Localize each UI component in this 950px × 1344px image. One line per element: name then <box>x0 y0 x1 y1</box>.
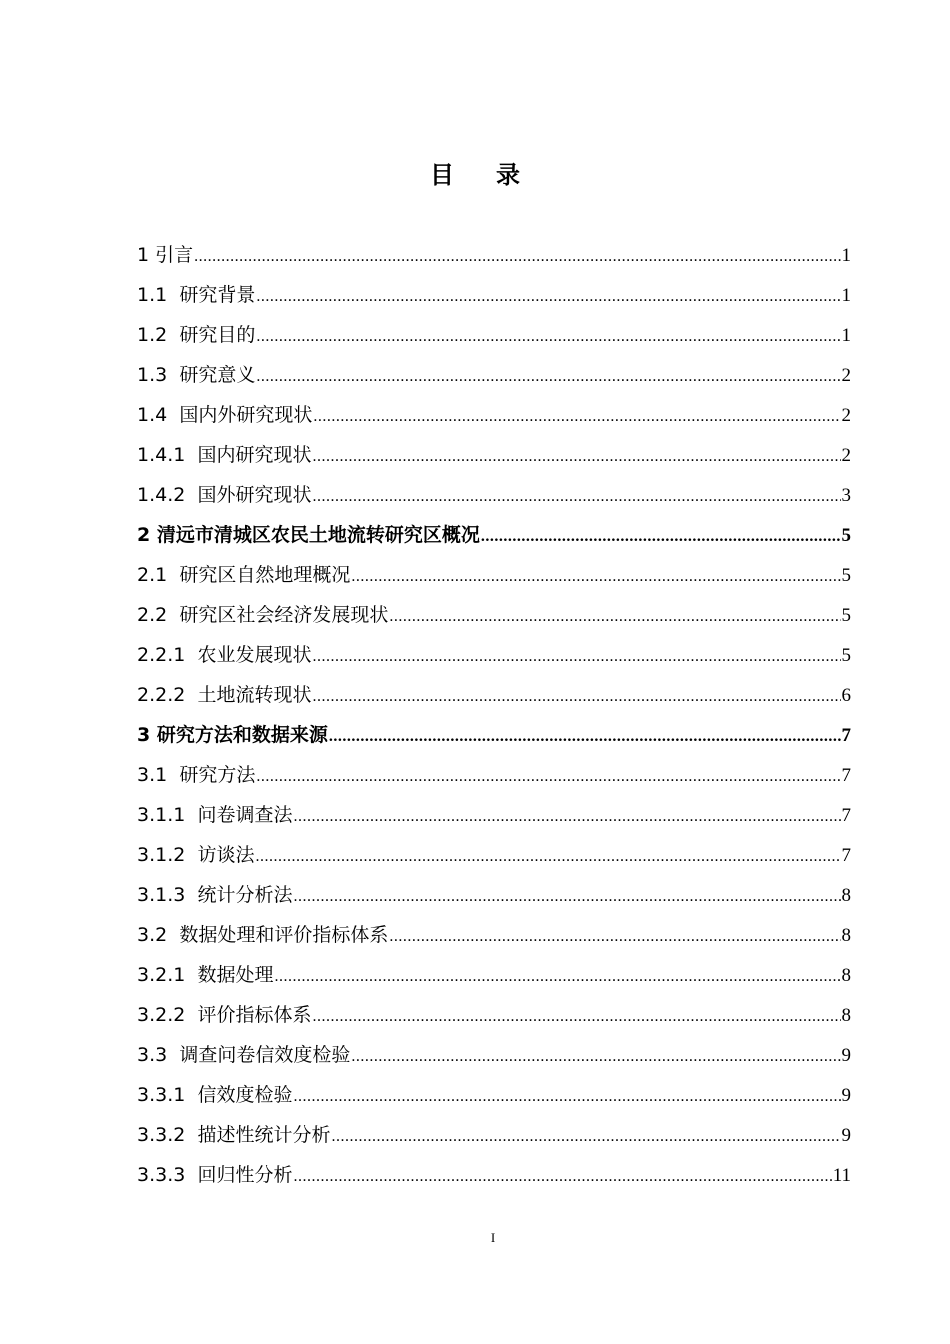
toc-leader-dots <box>351 1037 840 1077</box>
toc-entry-page: 11 <box>832 1165 851 1186</box>
toc-entry[interactable] <box>137 955 851 995</box>
toc-entry-separator <box>185 444 197 466</box>
toc-entry[interactable] <box>137 1075 851 1115</box>
toc-entry[interactable] <box>137 515 851 555</box>
toc-entry-text: 国内研究现状 <box>197 444 312 466</box>
toc-entry-text: 引言 <box>155 244 194 266</box>
toc-entry-number: 2.2.2 <box>137 684 186 706</box>
toc-entry[interactable] <box>137 835 851 875</box>
toc-entry-text: 国内外研究现状 <box>179 404 313 426</box>
toc-entry-number: 1.1 <box>137 284 168 306</box>
toc-entry-label <box>137 875 292 915</box>
toc-entry-text: 评价指标体系 <box>197 1004 312 1026</box>
toc-entry-text: 研究区自然地理概况 <box>179 564 351 586</box>
toc-entry-separator <box>185 844 197 866</box>
toc-entry-separator <box>167 764 179 786</box>
toc-entry-page: 1 <box>841 245 851 266</box>
toc-entry-separator <box>167 604 179 626</box>
toc-entry-page: 7 <box>841 805 851 826</box>
toc-entry-text: 数据处理 <box>197 964 274 986</box>
toc-entry-page: 8 <box>841 925 851 946</box>
toc-entry-page: 8 <box>841 965 851 986</box>
toc-entry-label <box>137 915 388 955</box>
toc-entry-label <box>137 675 311 715</box>
toc-entry-text: 统计分析法 <box>197 884 293 906</box>
toc-leader-dots <box>331 1117 840 1157</box>
toc-leader-dots <box>293 1157 831 1197</box>
toc-entry-number: 3.3.1 <box>137 1084 186 1106</box>
toc-entry[interactable] <box>137 395 851 435</box>
toc-entry-number: 1.4.2 <box>137 484 186 506</box>
toc-entry-label <box>137 795 292 835</box>
toc-entry[interactable] <box>137 675 851 715</box>
toc-entry[interactable] <box>137 875 851 915</box>
toc-entry-page: 6 <box>841 685 851 706</box>
toc-entry-separator <box>185 1004 197 1026</box>
toc-leader-dots <box>293 877 840 917</box>
footer-page-number: I <box>490 1230 496 1245</box>
toc-entry-label <box>137 1115 330 1155</box>
toc-entry-page: 8 <box>841 885 851 906</box>
toc-entry-page: 7 <box>841 725 851 746</box>
toc-entry-page: 2 <box>841 365 851 386</box>
toc-entry-separator <box>185 1124 197 1146</box>
toc-entry-separator <box>150 524 157 546</box>
toc-leader-dots <box>312 437 840 477</box>
toc-entry-label <box>137 1155 292 1195</box>
toc-entry[interactable] <box>137 1155 851 1195</box>
toc-entry[interactable] <box>137 1115 851 1155</box>
toc-entry-text: 农业发展现状 <box>197 644 312 666</box>
toc-entry-page: 5 <box>841 605 851 626</box>
toc-entry-separator <box>185 964 197 986</box>
toc-entry[interactable] <box>137 715 851 755</box>
toc-entry-page: 7 <box>841 845 851 866</box>
toc-entry-separator <box>185 644 197 666</box>
toc-entry-page: 3 <box>841 485 851 506</box>
toc-leader-dots <box>312 677 840 717</box>
toc-entry[interactable] <box>137 915 851 955</box>
toc-entry-separator <box>167 924 179 946</box>
toc-entry-label <box>137 355 255 395</box>
toc-entry-page: 1 <box>841 325 851 346</box>
toc-entry-label <box>137 275 255 315</box>
toc-entry-separator <box>167 1044 179 1066</box>
toc-entry-label <box>137 955 273 995</box>
toc-entry-text: 数据处理和评价指标体系 <box>179 924 389 946</box>
toc-entry-label <box>137 515 480 555</box>
toc-entry-label <box>137 995 311 1035</box>
toc-entry-number: 3 <box>137 724 151 746</box>
toc-entry-text: 研究意义 <box>179 364 256 386</box>
toc-entry-page: 9 <box>841 1045 851 1066</box>
toc-entry[interactable] <box>137 435 851 475</box>
toc-entry-text: 访谈法 <box>197 844 255 866</box>
toc-leader-dots <box>256 277 840 317</box>
toc-entry[interactable] <box>137 595 851 635</box>
toc-entry-text: 回归性分析 <box>197 1164 293 1186</box>
toc-entry-separator <box>167 404 179 426</box>
toc-leader-dots <box>389 917 840 957</box>
toc-entry-label <box>137 1075 292 1115</box>
toc-entry-label <box>137 715 328 755</box>
toc-entry[interactable] <box>137 355 851 395</box>
toc-leader-dots <box>256 317 840 357</box>
toc-entry-number: 3.2 <box>137 924 168 946</box>
toc-leader-dots <box>274 957 840 997</box>
toc-leader-dots <box>293 1077 840 1117</box>
toc-entry[interactable] <box>137 1035 851 1075</box>
toc-entry[interactable] <box>137 555 851 595</box>
toc-entry-text: 描述性统计分析 <box>197 1124 331 1146</box>
toc-entry-number: 3.1.1 <box>137 804 186 826</box>
toc-entry-label <box>137 315 255 355</box>
toc-entry[interactable] <box>137 755 851 795</box>
toc-entry-text: 调查问卷信效度检验 <box>179 1044 351 1066</box>
toc-entry-label <box>137 595 388 635</box>
toc-entry-separator <box>167 324 179 346</box>
toc-entry-page: 8 <box>841 1005 851 1026</box>
toc-leader-dots <box>312 997 840 1037</box>
toc-entry-label <box>137 475 311 515</box>
page-title: 目录 <box>430 161 562 189</box>
toc-entry[interactable] <box>137 635 851 675</box>
toc-entry[interactable] <box>137 275 851 315</box>
toc-entry[interactable] <box>137 795 851 835</box>
toc-entry[interactable] <box>137 995 851 1035</box>
toc-entry-number: 1.4 <box>137 404 168 426</box>
toc-entry-number: 3.1.2 <box>137 844 186 866</box>
toc-entry-number: 3.3.3 <box>137 1164 186 1186</box>
toc-entry-number: 3.2.2 <box>137 1004 186 1026</box>
toc-entry-label <box>137 235 193 275</box>
toc-entry-text: 研究方法和数据来源 <box>156 724 328 746</box>
toc-entry[interactable] <box>137 235 851 275</box>
toc-entry-number: 1.3 <box>137 364 168 386</box>
toc-entry-page: 7 <box>841 765 851 786</box>
toc-leader-dots <box>351 557 840 597</box>
toc-entry-number: 1 <box>137 244 150 266</box>
toc-leader-dots <box>256 357 840 397</box>
toc-leader-dots <box>312 477 840 517</box>
toc-entry-label <box>137 395 312 435</box>
toc-leader-dots <box>255 837 840 877</box>
toc-entry-page: 5 <box>841 565 851 586</box>
toc-entry[interactable] <box>137 315 851 355</box>
toc-entry-separator <box>167 564 179 586</box>
toc-entry-text: 研究方法 <box>179 764 256 786</box>
toc-entry-number: 3.2.1 <box>137 964 186 986</box>
toc-entry-number: 3.1.3 <box>137 884 186 906</box>
toc-entry-separator <box>185 1164 197 1186</box>
toc-leader-dots <box>389 597 840 637</box>
toc-entry-number: 2 <box>137 524 151 546</box>
toc-entry-page: 2 <box>841 405 851 426</box>
toc-entry-number: 2.2 <box>137 604 168 626</box>
toc-entry-label <box>137 555 350 595</box>
toc-entry-label <box>137 635 311 675</box>
toc-entry-separator <box>167 284 179 306</box>
toc-entry-text: 土地流转现状 <box>197 684 312 706</box>
toc-entry-label <box>137 1035 350 1075</box>
toc-entry-number: 2.2.1 <box>137 644 186 666</box>
toc-entry-text: 研究区社会经济发展现状 <box>179 604 389 626</box>
toc-entry-number: 2.1 <box>137 564 168 586</box>
toc-entry-page: 5 <box>841 525 851 546</box>
toc-entry-page: 2 <box>841 445 851 466</box>
toc-entry-label <box>137 835 254 875</box>
toc-leader-dots <box>256 757 840 797</box>
toc-entry-number: 1.2 <box>137 324 168 346</box>
toc-entry-text: 问卷调查法 <box>197 804 293 826</box>
toc-leader-dots <box>329 717 841 757</box>
toc-entry-text: 国外研究现状 <box>197 484 312 506</box>
toc-entry-number: 3.3 <box>137 1044 168 1066</box>
toc-entry-page: 1 <box>841 285 851 306</box>
toc-entry-separator <box>185 484 197 506</box>
toc-entry-text: 清远市清城区农民土地流转研究区概况 <box>156 524 480 546</box>
toc-entry-separator <box>185 1084 197 1106</box>
toc-entry-separator <box>150 724 157 746</box>
toc-entry-label <box>137 755 255 795</box>
toc-entry-page: 9 <box>841 1125 851 1146</box>
toc-entry-separator <box>185 804 197 826</box>
table-of-contents <box>137 235 851 1195</box>
toc-leader-dots <box>194 237 840 277</box>
toc-leader-dots <box>481 517 841 557</box>
toc-entry-label <box>137 435 311 475</box>
toc-entry-text: 信效度检验 <box>197 1084 293 1106</box>
toc-entry-separator <box>185 684 197 706</box>
toc-entry-separator <box>167 364 179 386</box>
toc-entry-number: 3.3.2 <box>137 1124 186 1146</box>
toc-entry-separator <box>185 884 197 906</box>
toc-entry-text: 研究目的 <box>179 324 256 346</box>
toc-entry-number: 3.1 <box>137 764 168 786</box>
toc-entry-text: 研究背景 <box>179 284 256 306</box>
toc-leader-dots <box>312 637 840 677</box>
toc-entry-number: 1.4.1 <box>137 444 186 466</box>
toc-leader-dots <box>313 397 840 437</box>
toc-entry-page: 9 <box>841 1085 851 1106</box>
toc-leader-dots <box>293 797 840 837</box>
toc-entry[interactable] <box>137 475 851 515</box>
toc-entry-page: 5 <box>841 645 851 666</box>
